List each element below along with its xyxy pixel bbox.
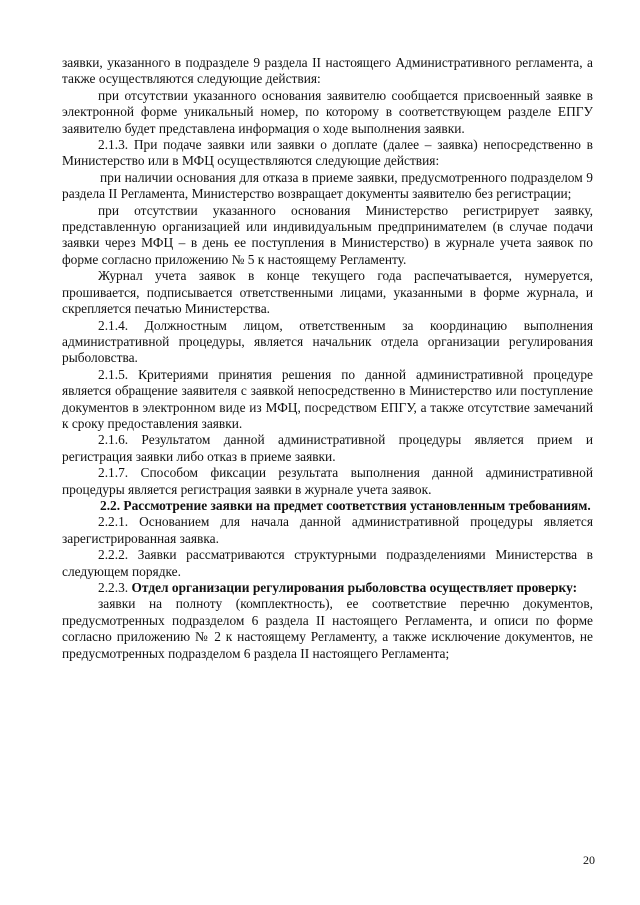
paragraph-2-2-2: 2.2.2. Заявки рассматриваются структурными подразделениями Министерства в следующем порядке.	[62, 547, 593, 579]
document-body	[62, 55, 593, 662]
paragraph-2-2-3-number: 2.2.3.	[98, 580, 129, 595]
paragraph-refusal-basis: при наличии основания для отказа в приеме заявки, предусмотренного подразделом 9 раздела II Регламента, Министерство возвращает документы заявителю без регистрации;	[62, 169, 593, 202]
paragraph-completeness-check: заявки на полноту (комплектность), ее соответствие перечню документов, предусмотренных подразделом 6 раздела II настоящего Регламента, и описи по форме согласно приложению № 2 к настоящему Регламенту, а также исключение документов, не предусмотренных подразделом 6 раздела II настоящего Регламента;	[62, 596, 593, 661]
paragraph-2-1-3: 2.1.3. При подаче заявки или заявки о доплате (далее – заявка) непосредственно в Министерство или в МФЦ осуществляются следующие действия:	[62, 137, 593, 169]
paragraph-journal: Журнал учета заявок в конце текущего года распечатывается, нумеруется, прошивается, подписывается ответственными лицами, указанными в форме журнала, и скрепляется печатью Министерства.	[62, 268, 593, 317]
paragraph-no-basis-electronic: при отсутствии указанного основания заявителю сообщается присвоенный заявке в электронной форме уникальный номер, по которому в соответствующем разделе ЕПГУ заявителю будет представлена информация о ходе выполнения заявки.	[62, 87, 593, 136]
paragraph-registration: при отсутствии указанного основания Министерство регистрирует заявку, представленную организацией или индивидуальным предпринимателем (в случае подачи заявки через МФЦ – в день ее поступления в Министерство) в журнале учета заявок по форме согласно приложению № 5 к настоящему Регламенту.	[62, 202, 593, 267]
paragraph-2-1-7: 2.1.7. Способом фиксации результата выполнения данной административной процедуры является регистрация заявки в журнале учета заявок.	[62, 465, 593, 497]
paragraph-2-1-4: 2.1.4. Должностным лицом, ответственным за координацию выполнения административной процедуры, является начальник отдела организации регулирования рыболовства.	[62, 317, 593, 366]
paragraph-2-1-6: 2.1.6. Результатом данной административной процедуры является прием и регистрация заявки либо отказ в приеме заявки.	[62, 432, 593, 464]
paragraph-2-2-1: 2.2.1. Основанием для начала данной административной процедуры является зарегистрированная заявка.	[62, 514, 593, 546]
page-number: 20	[583, 853, 595, 867]
paragraph-2-2-3-bold-text: Отдел организации регулирования рыболовства осуществляет проверку:	[131, 580, 578, 595]
paragraph-2-1-5: 2.1.5. Критериями принятия решения по данной административной процедуре является обращение заявителя с заявкой непосредственно в Министерство или поступление документов в электронном виде из МФЦ, посредством ЕПГУ, а также отсутствие замечаний к сроку предоставления заявки.	[62, 366, 593, 431]
paragraph-continuation: заявки, указанного в подразделе 9 раздела II настоящего Административного регламента, а также осуществляются следующие действия:	[62, 55, 593, 87]
section-heading-2-2: 2.2. Рассмотрение заявки на предмет соответствия установленным требованиям.	[100, 497, 591, 513]
paragraph-2-2-3	[62, 580, 593, 596]
